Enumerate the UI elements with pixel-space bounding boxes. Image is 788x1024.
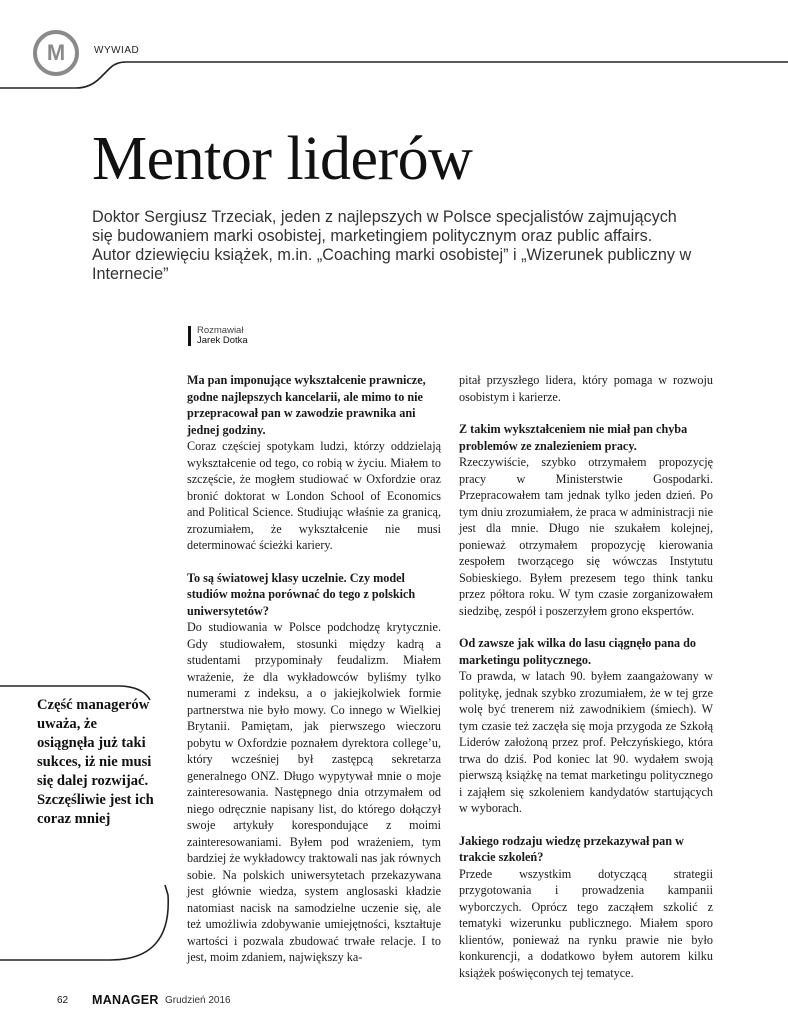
interview-answer: Do studiowania w Polsce podchodzę krytycznie. Gdy studiowałem, stosunki między kadrą a studentami przypominały feudalizm. Miałem wrażenie, że dla wykładowców byliśmy tylko numerami z indeksu, a o jakiejkolwiek formie partnerstwa nie było mowy. Co innego w Wielkiej Brytanii. Pamiętam, jak pierwszego wieczoru pobytu w Oxfordzie poznałem dyrektora college’u, który wcześniej był zastępcą sekretarza generalnego ONZ. Długo wypytywał mnie o moje zainteresowania. Następnego dnia otrzymałem od niego odręcznie napisany list, do którego dołączył swoje artykuły korespondujące z moimi zainteresowaniami. Byłem pod wrażeniem, tym bardziej że wykładowcy traktowali nas jak równych sobie. Na polskich uniwersytetach przekazywana jest głównie wiedza, system anglosaski kładzie natomiast nacisk na samodzielne uczenie się, ale też umożliwia zdobywanie umiejętności, kształtuje wartości i pozwala zbudować trwałe relacje. I to jest, moim zdaniem, największy ka- <box>187 620 441 964</box>
article-lead: Doktor Sergiusz Trzeciak, jeden z najlepszych w Polsce specjalistów zajmujących się budowaniem marki osobistej, marketingiem politycznym oraz public affairs. Autor dziewięciu książek, m.in. „Coaching marki osobistej” i „Wizerunek publiczny w Internecie” <box>92 208 692 283</box>
article-title: Mentor liderów <box>92 125 473 193</box>
interview-question: To są światowej klasy uczelnie. Czy model studiów można porównać do tego z polskich uniwersytetów? <box>187 570 416 618</box>
interview-answer: Rzeczywiście, szybko otrzymałem propozycję pracy w Ministerstwie Gospodarki. Przepracowałem tam jednak tylko jeden dzień. Po tym dniu zrozumiałem, że praca w administracji nie jest dla mnie. Długo nie szukałem kolejnej, ponieważ otrzymałem propozycję kierowania zespołem tworzącego się wówczas Instytutu Sobieskiego. Byłem prezesem tego think tanku przez półtora roku. W tym czasie zorganizowałem siedzibę, zespół i poszerzyłem grono ekspertów. <box>459 455 713 618</box>
interview-question: Od zawsze jak wilka do lasu ciągnęło pana do marketingu politycznego. <box>459 636 697 667</box>
section-label: WYWIAD <box>94 45 140 56</box>
interview-question: Ma pan imponujące wykształcenie prawnicze, godne najlepszych kancelarii, ale mimo to nie przepracował pan w zawodzie prawnika ani jednej godziny. <box>187 373 426 437</box>
interview-question: Jakiego rodzaju wiedzę przekazywał pan w trakcie szkoleń? <box>459 833 684 864</box>
byline-label: Rozmawiał <box>197 325 244 336</box>
logo-letter: M <box>46 40 66 65</box>
byline-author: Jarek Dotka <box>197 335 248 346</box>
interview-answer: Coraz częściej spotykam ludzi, którzy oddzielają wykształcenie od tego, co robią w życiu. Miałem to szczęście, że mogłem studiować w Oxfordzie oraz bronić doktorat w London School of Economics and Political Science. Studiując właśnie za granicą, zrozumiałem, że wykształcenie nie musi determinować ścieżki kariery. <box>187 439 441 552</box>
byline <box>188 326 248 346</box>
interview-question: Z takim wykształceniem nie miał pan chyba problemów ze znalezieniem pracy. <box>459 422 688 453</box>
article-column-left <box>187 372 441 966</box>
magazine-logo-icon <box>33 30 79 76</box>
issue-date: Grudzień 2016 <box>165 995 231 1006</box>
page-number: 62 <box>57 995 69 1006</box>
pull-quote: Część managerów uważa, że osiągnęła już taki sukces, iż nie musi się dalej rozwijać. Szczęśliwie jest ich coraz mniej <box>37 697 154 827</box>
interview-answer: Przede wszystkim dotyczącą strategii przygotowania i prowadzenia kampanii wyborczych. Oprócz tego zacząłem szkolić z tematyki wizerunku publicznego. Miałem sporo klientów, ponieważ na rynku prawie nie było konkurencji, a dodatkowo byłem autorem kilku książek poświęconych tej tematyce. <box>459 866 713 980</box>
magazine-name: MANAGER <box>92 993 159 1007</box>
interview-answer-continued: pitał przyszłego lidera, który pomaga w rozwoju osobistym i karierze. <box>459 373 713 404</box>
article-column-right <box>459 372 713 981</box>
interview-answer: To prawda, w latach 90. byłem zaangażowany w politykę, jednak szybko zrozumiałem, że w tej grze wolę być trenerem niż zawodnikiem (śmiech). W tym czasie też zaczęła się moja przygoda ze Szkołą Liderów założoną przez prof. Pełczyńskiego, która trwa do dziś. Pod koniec lat 90. wydałem swoją pierwszą książkę na temat marketingu politycznego i zająłem się szkoleniem kandydatów startujących w wyborach. <box>459 669 713 815</box>
